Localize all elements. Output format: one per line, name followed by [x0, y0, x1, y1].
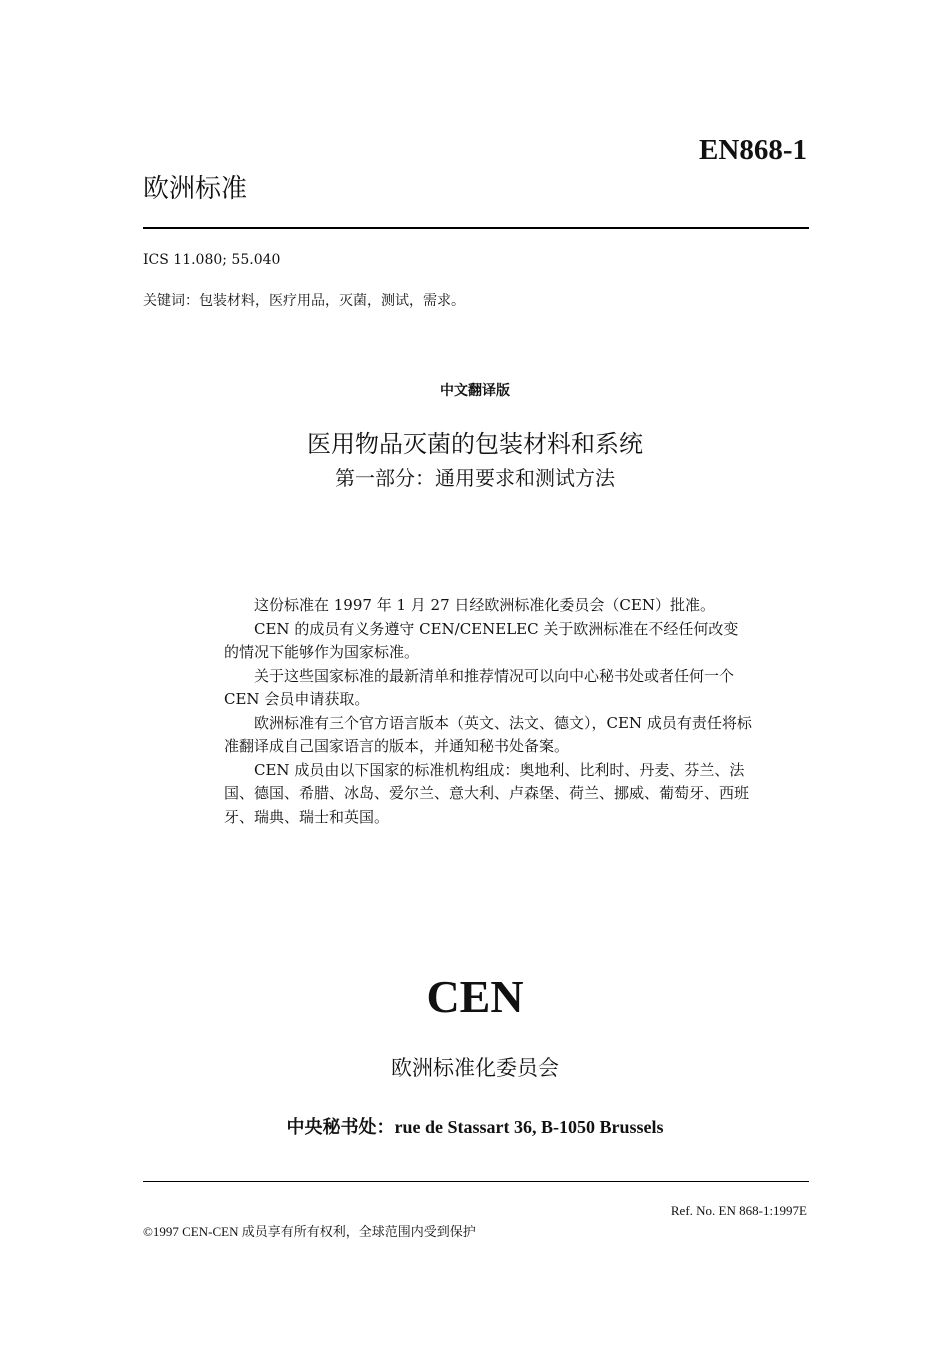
secretariat-address: 中央秘书处：rue de Stassart 36, B-1050 Brussels — [286, 1117, 664, 1137]
approval-statement — [224, 594, 752, 829]
keywords: 关键词：包装材料，医疗用品，灭菌，测试，需求。 — [143, 293, 465, 309]
approval-paragraph: 欧洲标准有三个官方语言版本（英文、法文、德文），CEN 成员有责任将标准翻译成自己国家语言的版本，并通知秘书处备案。 — [224, 713, 752, 755]
bottom-divider — [143, 1181, 809, 1182]
copyright-notice: ©1997 CEN-CEN 成员享有所有权利，全球范围内受到保护 — [143, 1224, 476, 1239]
approval-paragraph: CEN 成员由以下国家的标准机构组成：奥地利、比利时、丹麦、芬兰、法国、德国、希腊、冰岛、爱尔兰、意大利、卢森堡、荷兰、挪威、葡萄牙、西班牙、瑞典、瑞士和英国。 — [224, 760, 750, 826]
ics-classification: ICS 11.080; 55.040 — [143, 252, 281, 268]
organization-name: 欧洲标准化委员会 — [391, 1056, 559, 1080]
translation-label: 中文翻译版 — [440, 383, 510, 399]
document-subtitle: 第一部分：通用要求和测试方法 — [335, 466, 615, 490]
cen-logo: CEN — [426, 971, 524, 1022]
approval-paragraph: CEN 的成员有义务遵守 CEN/CENELEC 关于欧洲标准在不经任何改变的情况下能够作为国家标准。 — [224, 619, 739, 661]
top-divider — [143, 227, 809, 229]
standard-label: 欧洲标准 — [143, 174, 248, 204]
approval-paragraph: 关于这些国家标准的最新清单和推荐情况可以向中心秘书处或者任何一个 CEN 会员申请获取。 — [224, 666, 735, 708]
standard-number: EN868-1 — [699, 134, 807, 166]
approval-paragraph: 这份标准在 1997 年 1 月 27 日经欧洲标准化委员会（CEN）批准。 — [254, 596, 715, 614]
reference-number: Ref. No. EN 868-1:1997E — [670, 1203, 807, 1218]
document-title: 医用物品灭菌的包装材料和系统 — [307, 430, 643, 458]
